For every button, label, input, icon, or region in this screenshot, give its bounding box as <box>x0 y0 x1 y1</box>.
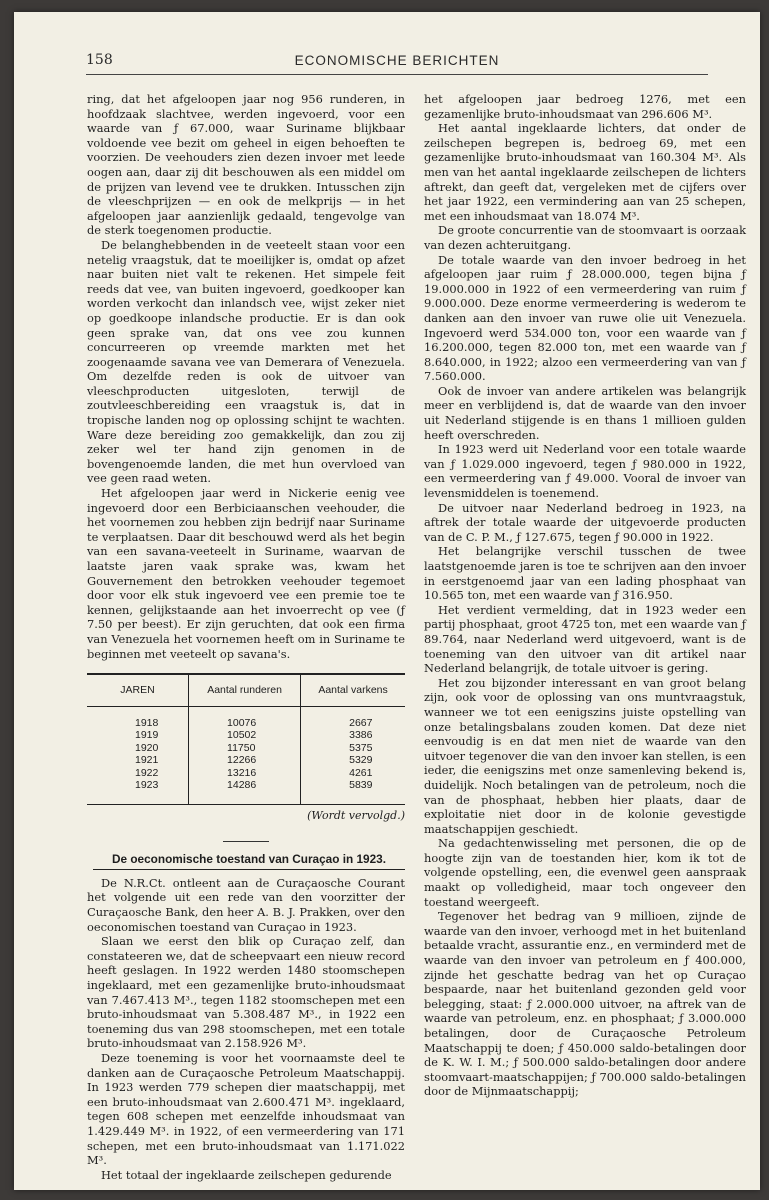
paragraph: Tegenover het bedrag van 9 millioen, zijnde de waarde van den invoer, verhoogd met in het buitenland betaalde vracht, assurantie enz., en verminderd met de waarde van den invoer van petroleum en ƒ 400.000, zijnde het geschatte bedrag van het op Curaçao bespaarde, naar het buitenland gezonden geld voor belegging, staat: ƒ 2.000.000 uitvoer, na aftrek van de waarde van petroleum, enz. en phosphaat; ƒ 3.000.000 betalingen, door de Curaçaosche Petroleum Maatschappij te doen; ƒ 450.000 saldo-betalingen door de K. W. I. M.; ƒ 500.000 saldo-betalingen door andere stoomvaart-maatschappijen; ƒ 700.000 saldo-betalingen door de Mijnmaatschappij; <box>424 909 746 1099</box>
cell-runderen: 14286 <box>189 779 301 804</box>
right-column <box>424 92 746 1099</box>
table-row <box>87 779 405 804</box>
cell-year: 1918 <box>135 716 159 729</box>
section-title: De oeconomische toestand van Curaçao in 1923. <box>93 852 405 870</box>
paragraph: Na gedachtenwisseling met personen, die op de hoogte zijn van de toestanden hier, kom ik tot de volgende opstelling, een, die evenwel geen aanspraak maakt op volledigheid, maar toch ongeveer den toestand weergeeft. <box>424 836 746 909</box>
cell-year: 1920 <box>135 741 159 754</box>
cell-runderen: 10502 <box>189 729 301 742</box>
paragraph: Ook de invoer van andere artikelen was belangrijk meer en verblijdend is, dat de waarde van den invoer uit Nederland stijgende is en thans 1 millioen gulden heeft overschreden. <box>424 383 746 442</box>
page-header <box>86 52 708 75</box>
livestock-table <box>87 673 405 805</box>
column-header-runderen: Aantal runderen <box>189 674 301 706</box>
document-page <box>14 12 760 1190</box>
page-number: 158 <box>86 52 113 68</box>
cell-varkens: 5329 <box>301 754 405 767</box>
table-header-row <box>87 674 405 706</box>
cell-varkens: 2667 <box>301 706 405 729</box>
paragraph: Het belangrijke verschil tusschen de twee laatstgenoemde jaren is toe te schrijven aan den invoer in eerstgenoemd jaar van een lading phosphaat van 10.565 ton, met een waarde van ƒ 316.950. <box>424 544 746 603</box>
paragraph: Slaan we eerst den blik op Curaçao zelf, dan constateeren we, dat de scheepvaart een nieuw record heeft geslagen. In 1922 werden 1480 stoomschepen ingeklaard, met een gezamenlijke bruto-inhoudsmaat van 7.467.413 M³., tegen 1182 stoomschepen met een bruto-inhoudsmaat van 5.308.487 M³., in 1922 een toeneming dus van 298 stoomschepen, met een totale bruto-inhoudsmaat van 2.158.926 M³. <box>87 934 405 1051</box>
left-column <box>87 92 405 1182</box>
paragraph: het afgeloopen jaar bedroeg 1276, met een gezamenlijke bruto-inhoudsmaat van 296.606 M³. <box>424 92 746 121</box>
paragraph: De belanghebbenden in de veeteelt staan voor een netelig vraagstuk, dat te moeilijker is, omdat op afzet naar buiten niet valt te rekenen. Het simpele feit reeds dat vee, van buiten ingevoerd, goedkooper kan worden verkocht dan inlandsch vee, wijst zeker niet op goedkoope inlandsche productie. Er is dan ook geen sprake van, dat ons vee zou kunnen concurreeren op vreemde markten met het zoogenaamde savana vee van Demerara of Venezuela. Om dezelfde reden is ook de uitvoer van vleeschproducten uitgesloten, terwijl de zoutvleeschbereiding een vraagstuk is, dat in tropische landen nog op oplossing schijnt te wachten. Ware deze bereiding zoo gemakkelijk, dan zou zij zeker wel ter hand zijn genomen in de bovengenoemde landen, die met hun overvloed van vee geen raad weten. <box>87 237 405 486</box>
cell-year: 1923 <box>135 779 159 792</box>
cell-runderen: 12266 <box>189 754 301 767</box>
cell-year: 1919 <box>135 729 159 742</box>
cell-varkens: 5375 <box>301 742 405 755</box>
table-row <box>87 729 405 742</box>
paragraph: Het zou bijzonder interessant en van groot belang zijn, ook voor de oplossing van ons muntvraagstuk, wanneer we tot een eenigszins juiste opstelling van onze betalingsbalans zouden komen. Dat deze niet eenvoudig is en dat men niet de waarde van den uitvoer tegenover die van den invoer kan stellen, is een ieder, die eenigszins met onze samenleving bekend is, duidelijk. Noch betalingen van de petroleum, noch die van de phosphaat, hebben hier plaats, daar de exploitatie niet door in de kolonie gevestigde maatschappijen geschiedt. <box>424 675 746 836</box>
paragraph: De uitvoer naar Nederland bedroeg in 1923, na aftrek der totale waarde der uitgevoerde producten van de C. P. M., ƒ 127.675, tegen ƒ 90.000 in 1922. <box>424 500 746 544</box>
paragraph: De N.R.Ct. ontleent aan de Curaçaosche Courant het volgende uit een rede van den voorzitter der Curaçaosche Bank, den heer A. B. J. Prakken, over den oeconomischen toestand van Curaçao in 1923. <box>87 875 405 934</box>
table-row <box>87 767 405 780</box>
table-row <box>87 742 405 755</box>
paragraph: Het afgeloopen jaar werd in Nickerie eenig vee ingevoerd door een Berbiciaanschen veehouder, die het voornemen zou hebben zijn bedrijf naar Suriname te verplaatsen. Daar dit beschouwd werd als het begin van een savana-veeteelt in Suriname, waarvan de laatste jaren vaak sprake was, kwam het Gouvernement den betrokken veehouder tegemoet door voor elk stuk ingevoerd vee een premie toe te kennen, gelijkstaande aan het invoerrecht op vee (ƒ 7.50 per beest). Er zijn geruchten, dat ook een firma van Venezuela het voornemen heeft om in Suriname te beginnen met veeteelt op savana's. <box>87 486 405 661</box>
table-row <box>87 754 405 767</box>
paragraph: Het verdient vermelding, dat in 1923 weder een partij phosphaat, groot 4725 ton, met een waarde van ƒ 89.764, naar Nederland werd uitgevoerd, want is de toeneming van den uitvoer van dit artikel naar Nederland belangrijk, de totale uitvoer is gering. <box>424 602 746 676</box>
journal-title: ECONOMISCHE BERICHTEN <box>294 53 500 68</box>
cell-varkens: 5839 <box>301 779 405 804</box>
paragraph: Het totaal der ingeklaarde zeilschepen gedurende <box>101 1167 392 1182</box>
cell-runderen: 13216 <box>189 767 301 780</box>
paragraph: Deze toeneming is voor het voornaamste deel te danken aan de Curaçaosche Petroleum Maatschappij. In 1923 werden 779 schepen dier maatschappij, met een bruto-inhoudsmaat van 2.600.471 M³. ingeklaard, tegen 608 schepen met eenzelfde inhoudsmaat van 1.429.449 M³. in 1922, of een vermeerdering van 171 schepen, met een bruto-inhoudsmaat van 1.171.022 M³. <box>87 1050 405 1168</box>
cell-varkens: 3386 <box>301 729 405 742</box>
paragraph: De totale waarde van den invoer bedroeg in het afgeloopen jaar ruim ƒ 28.000.000, tegen bijna ƒ 19.000.000 in 1922 of een vermeerdering van ruim ƒ 9.000.000. Deze enorme vermeerdering is wederom te danken aan den invoer van ruwe olie uit Venezuela. Ingevoerd werd 534.000 ton, voor een waarde van ƒ 16.200.000, tegen 82.000 ton, met een waarde van ƒ 8.640.000, in 1922; alzoo een vermeerdering van van ƒ 7.560.000. <box>424 252 746 384</box>
cell-varkens: 4261 <box>301 767 405 780</box>
paragraph: De groote concurrentie van de stoomvaart is oorzaak van dezen achteruitgang. <box>424 223 746 252</box>
column-header-varkens: Aantal varkens <box>301 674 405 706</box>
cell-runderen: 11750 <box>189 742 301 755</box>
section-divider <box>223 841 269 842</box>
cell-runderen: 10076 <box>189 706 301 729</box>
paragraph: ring, dat het afgeloopen jaar nog 956 runderen, in hoofdzaak slachtvee, werden ingevoerd, voor een waarde van ƒ 67.000, waar Suriname blijkbaar voldoende vee bezit om geheel in eigen behoeften te voorzien. De veehouders zien dezen invoer met leede oogen aan, daar zij dit beschouwen als een middel om de prijzen van levend vee te drukken. Intusschen zijn de vleeschprijzen — en ook de melkprijs — in het afgeloopen jaar aanzienlijk gedaald, tengevolge van de sterk toegenomen productie. <box>87 92 405 238</box>
paragraph: In 1923 werd uit Nederland voor een totale waarde van ƒ 1.029.000 ingevoerd, tegen ƒ 980.000 in 1922, een vermeerdering van ƒ 49.000. Vooral de invoer van levensmiddelen is toenemend. <box>424 442 746 501</box>
cell-year: 1922 <box>135 766 159 779</box>
paragraph: Het aantal ingeklaarde lichters, dat onder de zeilschepen begrepen is, bedroeg 69, met een gezamenlijke bruto-inhoudsmaat van 160.304 M³. Als men van het aantal ingeklaarde zeilschepen de lichters aftrekt, dan geeft dat, vergeleken met de cijfers over het jaar 1922, een vermindering aan van 25 schepen, met een inhoudsmaat van 18.074 M³. <box>424 121 746 223</box>
continued-note: (Wordt vervolgd.) <box>307 808 405 822</box>
table-row <box>87 706 405 729</box>
cell-year: 1921 <box>135 754 159 767</box>
column-header-jaren: JAREN <box>87 674 189 706</box>
